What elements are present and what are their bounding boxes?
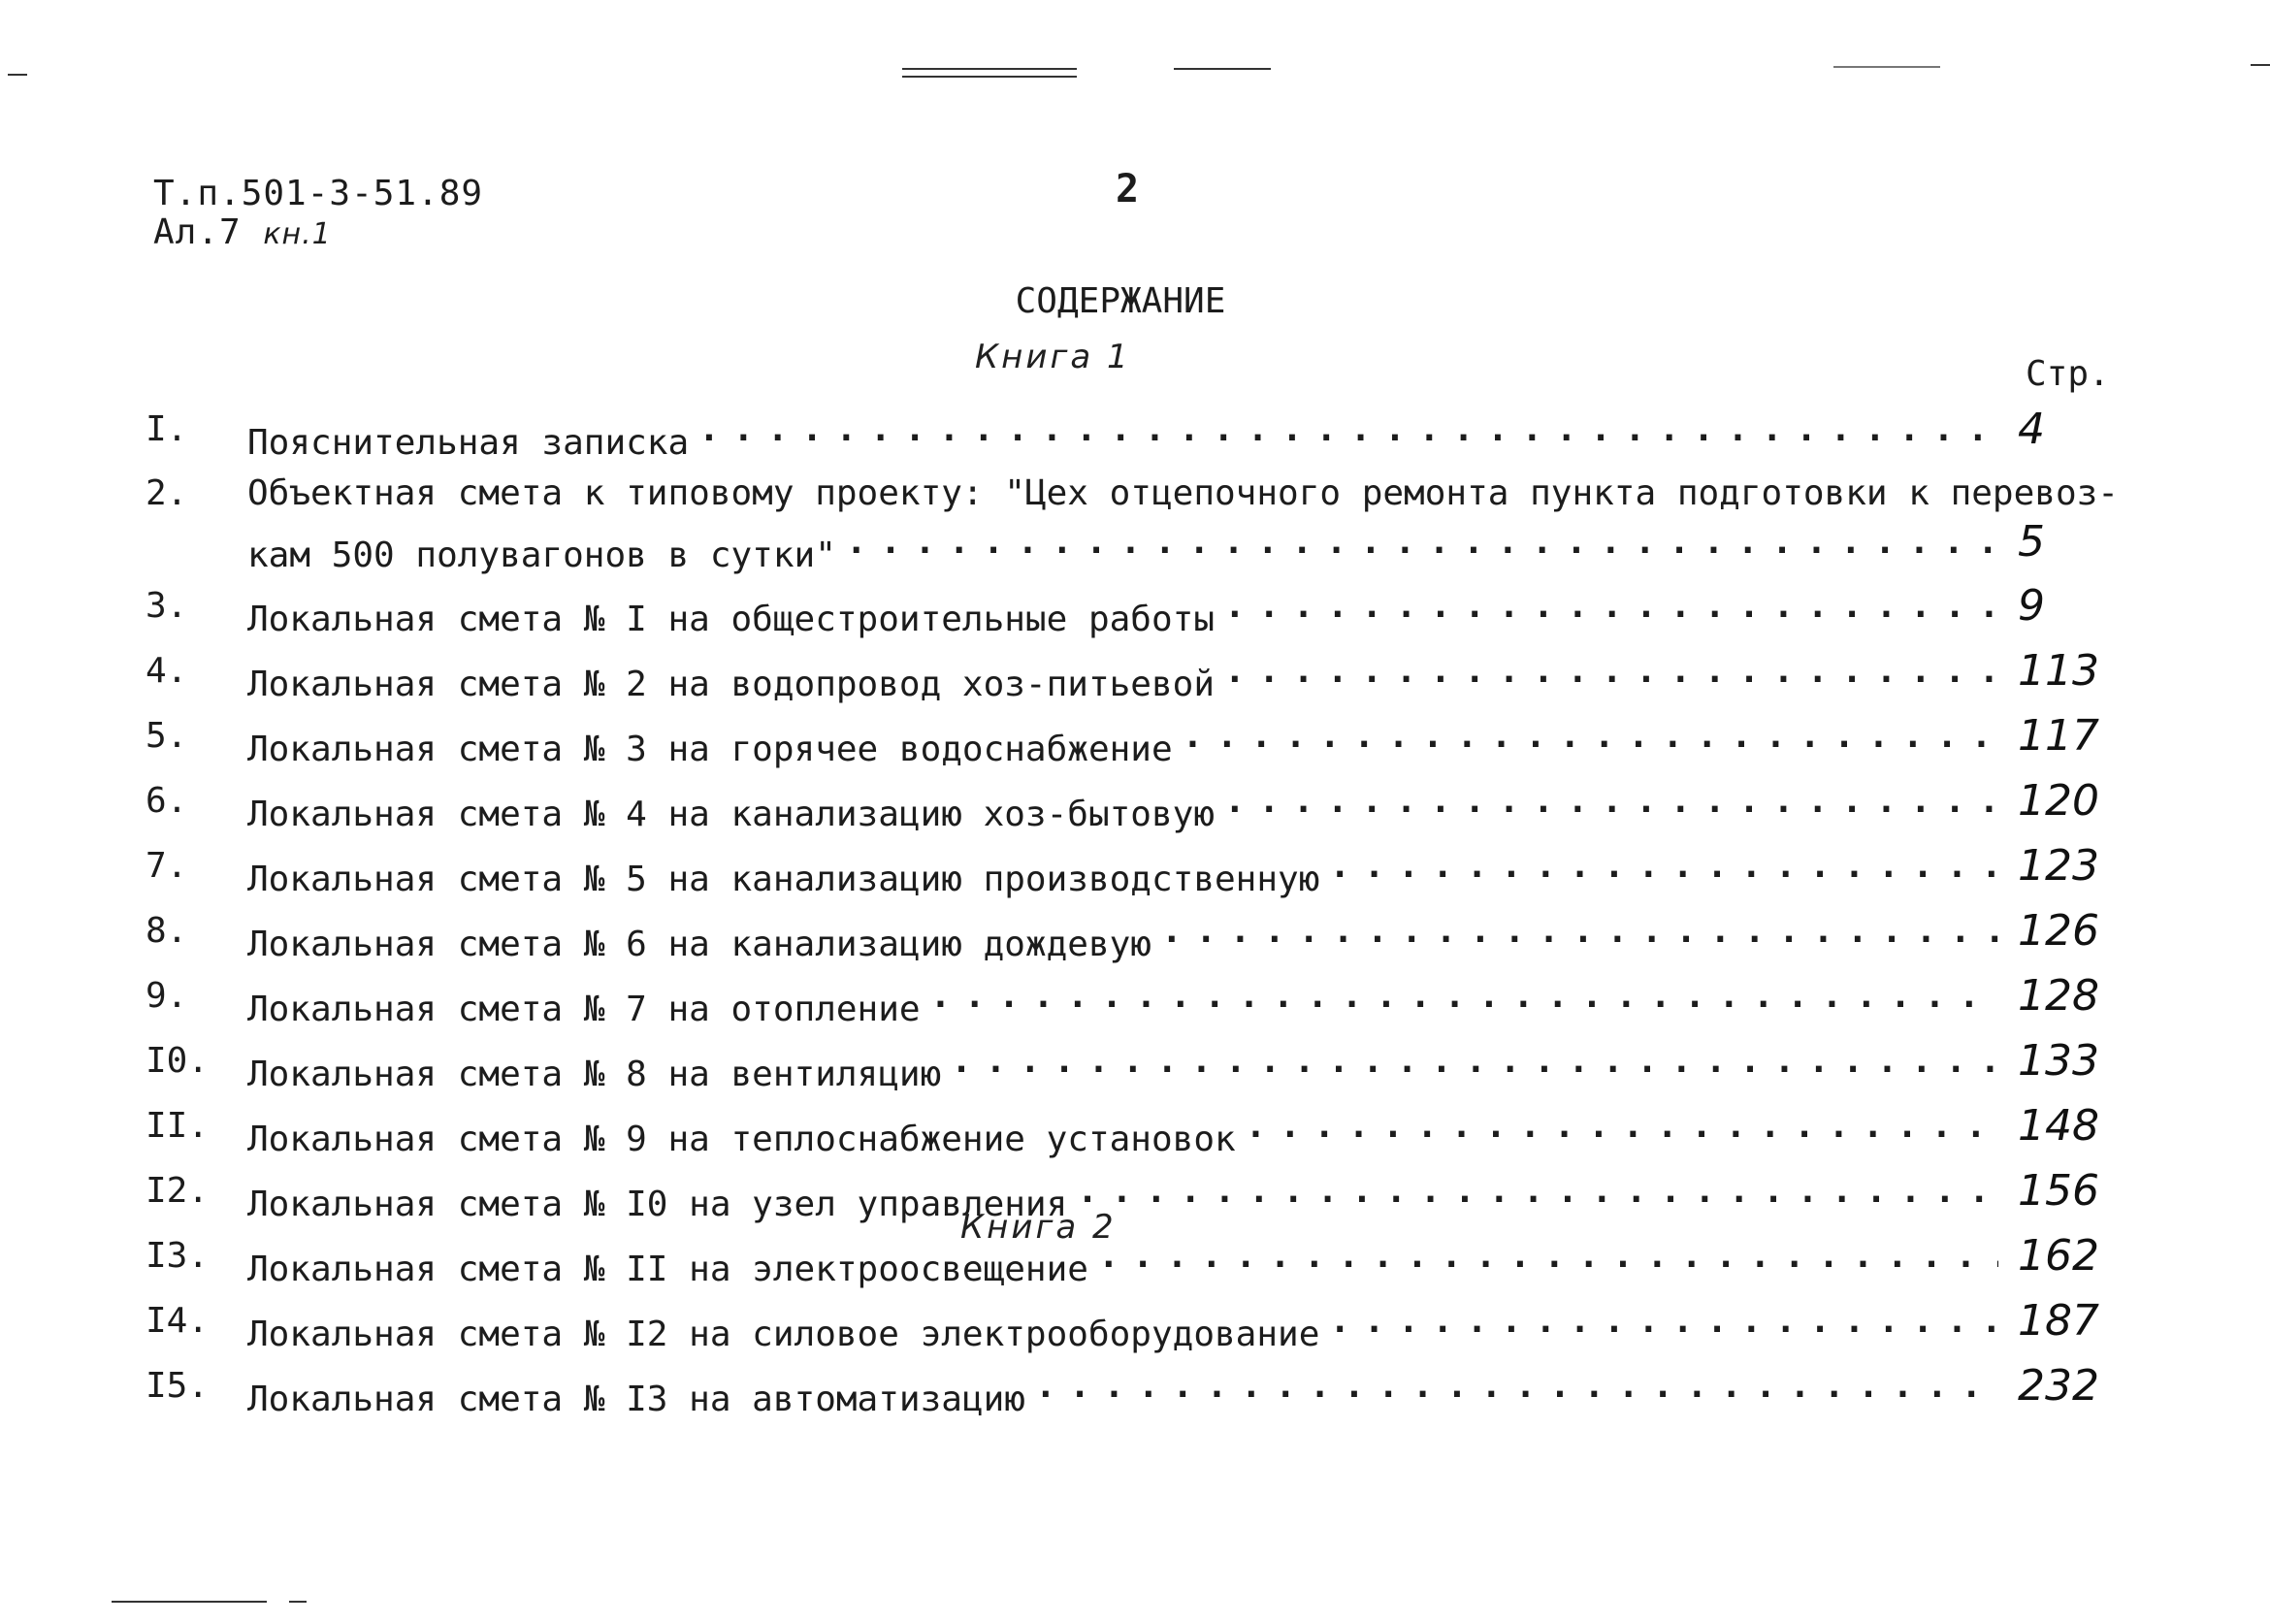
- toc-entry-page: 113: [2018, 646, 2099, 696]
- scan-artifact-line: [1833, 66, 1940, 68]
- toc-entry-page: 232: [2018, 1361, 2099, 1411]
- toc-entry-page: 162: [2018, 1231, 2099, 1281]
- toc-entry-text-wrap: [247, 1037, 2008, 1099]
- toc-entry-number: I.: [146, 409, 188, 449]
- scan-artifact-line: [2251, 64, 2270, 66]
- toc-entry-page: 120: [2018, 776, 2099, 826]
- scan-artifact-line: [1174, 68, 1271, 70]
- toc-entry-title-line1: Объектная смета к типовому проекту: "Цех отцепочного ремонта пункта подготовки к перевоз-: [247, 473, 2119, 513]
- toc-entry-number: I4.: [146, 1301, 210, 1341]
- dot-leader: [1035, 1362, 1998, 1411]
- toc-entry: [146, 1361, 2124, 1419]
- book-1-label: Книга 1: [975, 338, 1131, 376]
- toc-entry-number: 8.: [146, 911, 188, 951]
- toc-entry-text-wrap: [247, 712, 2008, 774]
- toc-entry-text-wrap: [247, 1102, 2008, 1164]
- toc-entry-page: 148: [2018, 1101, 2099, 1151]
- toc-entry-page: 4: [2018, 405, 2045, 454]
- document-code-album: Ал.7: [153, 212, 242, 252]
- toc-entry: [146, 776, 2124, 834]
- toc-entry: [146, 1231, 2124, 1289]
- toc-entry-text-wrap: [247, 842, 2008, 904]
- toc-entry-page: 117: [2018, 711, 2099, 761]
- toc-entry-text-wrap: [247, 1362, 2008, 1424]
- document-code-line1: Т.п.501-3-51.89: [153, 174, 484, 213]
- toc-entry-page: 126: [2018, 906, 2099, 956]
- toc-entry: [146, 646, 2124, 704]
- toc-entry-page: 187: [2018, 1296, 2099, 1346]
- dot-leader: [1224, 582, 1998, 631]
- toc-entry: [146, 711, 2124, 769]
- document-code-line2: [153, 213, 483, 254]
- toc-entry: [146, 1101, 2124, 1159]
- toc-entry-number: 7.: [146, 846, 188, 886]
- toc-entry-text-wrap: [247, 1232, 2008, 1294]
- dot-leader: [1329, 842, 1998, 891]
- dot-leader: [698, 406, 1998, 454]
- toc-entry: [146, 841, 2124, 899]
- toc-entry: [146, 971, 2124, 1029]
- scan-artifact-line: [289, 1601, 307, 1603]
- toc-entry-page: 123: [2018, 841, 2099, 891]
- page-column-header: Стр.: [2026, 354, 2110, 394]
- dot-leader: [1077, 1167, 1998, 1216]
- toc-entry-title: Локальная смета № 9 на теплоснабжение установок: [247, 1120, 1236, 1159]
- toc-entry-number: 6.: [146, 781, 188, 821]
- toc-entry: [146, 405, 2124, 463]
- toc-entry: [146, 1166, 2124, 1224]
- scan-artifact-line: [902, 68, 1077, 70]
- toc-entry-text-wrap: [247, 647, 2008, 709]
- toc-entry-text-wrap: [247, 1297, 2008, 1359]
- toc-entry-number: 3.: [146, 586, 188, 626]
- toc-entry-text-wrap: [247, 1167, 2008, 1229]
- toc-entry-title: Локальная смета № 3 на горячее водоснабжение: [247, 730, 1173, 769]
- toc-entry-text-wrap: [247, 907, 2008, 969]
- page-number: 2: [1116, 167, 1140, 211]
- toc-entry: [146, 470, 2124, 575]
- toc-entry-number: I5.: [146, 1366, 210, 1406]
- toc-entry: [146, 581, 2124, 639]
- toc-entry-text-wrap: [247, 777, 2008, 839]
- toc-entry-title: Локальная смета № II на электроосвещение: [247, 1250, 1088, 1289]
- page-title: СОДЕРЖАНИЕ: [1015, 281, 1226, 321]
- dot-leader: [930, 972, 1998, 1021]
- toc-entry-page: 133: [2018, 1036, 2099, 1086]
- dot-leader: [1183, 712, 1998, 761]
- toc-entry-number: 5.: [146, 716, 188, 756]
- scan-artifact-line: [8, 74, 27, 76]
- toc-entry-number: 9.: [146, 976, 188, 1016]
- toc-entry-page: 9: [2018, 581, 2045, 631]
- toc-entry-title: Локальная смета № 4 на канализацию хоз-бытовую: [247, 795, 1215, 834]
- dot-leader: [1224, 777, 1998, 826]
- toc-entry-page: 5: [2018, 517, 2045, 567]
- toc-entry-title: Локальная смета № 6 на канализацию дождевую: [247, 925, 1151, 964]
- toc-entry-title: Локальная смета № I2 на силовое электрооборудование: [247, 1315, 1320, 1354]
- toc-entry: [146, 1296, 2124, 1354]
- toc-entry-text-wrap: [247, 582, 2008, 644]
- toc-entry-text-wrap: [247, 518, 2008, 580]
- toc-entry: [146, 906, 2124, 964]
- dot-leader: [1329, 1297, 1998, 1346]
- toc-entry-text-wrap: [247, 406, 2008, 468]
- toc-entry-number: I0.: [146, 1041, 210, 1081]
- dot-leader: [951, 1037, 1998, 1086]
- toc-entry-page: 128: [2018, 971, 2099, 1021]
- toc-entry-number: I2.: [146, 1171, 210, 1211]
- toc-entry-title: Локальная смета № I0 на узел управления: [247, 1185, 1068, 1224]
- toc-entry-title: Локальная смета № I на общестроительные работы: [247, 600, 1215, 639]
- toc-entry-title: Локальная смета № 8 на вентиляцию: [247, 1055, 942, 1094]
- toc-entry: [146, 1036, 2124, 1094]
- toc-entry-number: 2.: [146, 473, 188, 513]
- document-code-book: кн.1: [263, 217, 332, 251]
- dot-leader: [846, 518, 1998, 567]
- toc-entry-title: Локальная смета № 5 на канализацию производственную: [247, 860, 1320, 899]
- toc-entry-title: Локальная смета № 2 на водопровод хоз-питьевой: [247, 665, 1215, 704]
- scan-artifact-line: [902, 76, 1077, 78]
- dot-leader: [1224, 647, 1998, 696]
- toc-entry-title: Локальная смета № I3 на автоматизацию: [247, 1380, 1025, 1419]
- toc-entry-title: Локальная смета № 7 на отопление: [247, 990, 921, 1029]
- toc-entry-number: 4.: [146, 651, 188, 691]
- document-code: [153, 175, 483, 254]
- dot-leader: [1161, 907, 1998, 956]
- toc-entry-number: II.: [146, 1106, 210, 1146]
- scan-artifact-line: [112, 1601, 267, 1603]
- dot-leader: [1246, 1102, 1998, 1151]
- toc-entry-page: 156: [2018, 1166, 2099, 1216]
- book-2-label: Книга 2: [960, 1208, 1117, 1247]
- toc-entry-title-line2: кам 500 полувагонов в сутки": [247, 536, 836, 575]
- dot-leader: [1098, 1232, 1998, 1281]
- toc-entry-text-wrap: [247, 972, 2008, 1034]
- toc-entry-title: Пояснительная записка: [247, 423, 690, 463]
- toc-entry-number: I3.: [146, 1236, 210, 1276]
